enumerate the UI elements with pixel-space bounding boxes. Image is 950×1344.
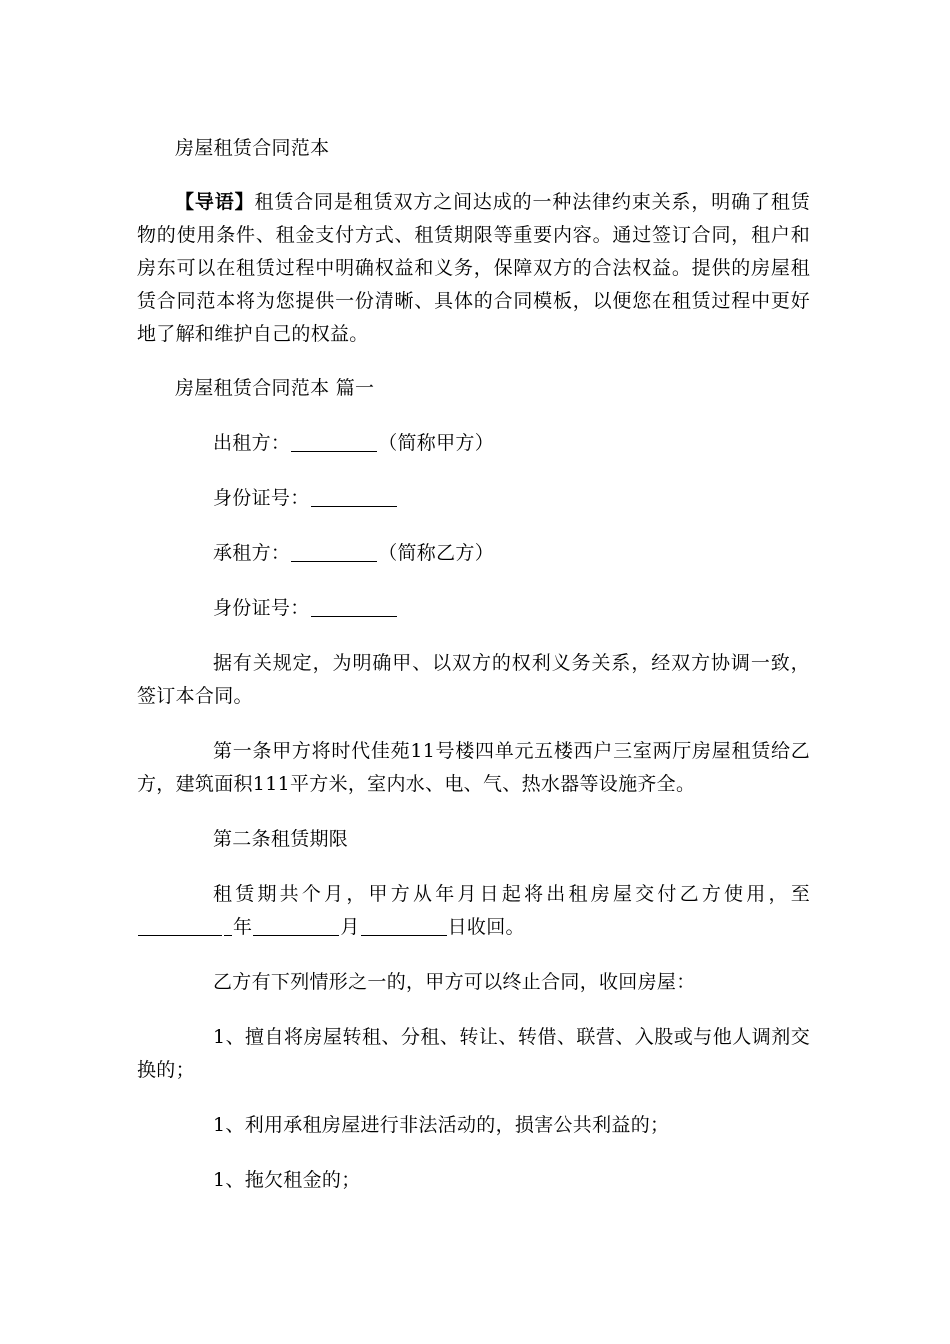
lessor-id-blank xyxy=(311,488,397,507)
lessee-blank xyxy=(291,543,377,562)
lessee-id-label: 身份证号： xyxy=(213,597,310,619)
section-title: 房屋租赁合同范本 篇一 xyxy=(175,377,375,399)
lessor-id-line xyxy=(137,482,810,515)
term-paragraph xyxy=(137,878,810,944)
intro-paragraph: 据有关规定，为明确甲、以双方的权利义务关系，经双方协调一致，签订本合同。 xyxy=(137,652,810,707)
term-year-blank xyxy=(224,917,232,936)
lessee-line xyxy=(137,537,810,570)
term-year: 年 xyxy=(233,916,253,938)
termination-item-2: 1、利用承租房屋进行非法活动的，损害公共利益的； xyxy=(213,1114,670,1136)
lessor-label: 出租方： xyxy=(213,432,291,454)
lessor-line xyxy=(137,427,810,460)
termination-intro: 乙方有下列情形之一的，甲方可以终止合同，收回房屋： xyxy=(213,971,696,993)
document-title: 房屋租赁合同范本 xyxy=(175,137,330,159)
lessee-id-line xyxy=(137,592,810,625)
termination-item-3: 1、拖欠租金的； xyxy=(213,1169,361,1191)
term-day: 日收回。 xyxy=(447,916,525,938)
lead-paragraph xyxy=(137,186,810,351)
termination-item-1: 1、擅自将房屋转租、分租、转让、转借、联营、入股或与他人调剂交换的； xyxy=(137,1026,810,1081)
lessee-id-blank xyxy=(311,598,397,617)
lessee-suffix: （简称乙方） xyxy=(378,542,495,564)
term-month: 月 xyxy=(340,916,360,938)
term-text: 租赁期共个月，甲方从年月日起将出租房屋交付乙方使用，至 xyxy=(213,883,810,905)
lead-text: 租赁合同是租赁双方之间达成的一种法律约束关系，明确了租赁物的使用条件、租金支付方式、租赁期限等重要内容。通过签订合同，租户和房东可以在租赁过程中明确权益和义务，保障双方的合法权益。提供的房屋租赁合同范本将为您提供一份清晰、具体的合同模板，以便您在租赁过程中更好地了解和维护自己的权益。 xyxy=(137,191,811,345)
lessor-blank xyxy=(291,433,377,452)
term-month-blank xyxy=(253,917,339,936)
lessor-id-label: 身份证号： xyxy=(213,487,310,509)
term-day-blank xyxy=(361,917,447,936)
article-1: 第一条甲方将时代佳苑11号楼四单元五楼西户三室两厅房屋租赁给乙方，建筑面积111平方米，室内水、电、气、热水器等设施齐全。 xyxy=(137,740,810,795)
document-body xyxy=(137,132,810,1219)
lessee-label: 承租方： xyxy=(213,542,291,564)
lessor-suffix: （简称甲方） xyxy=(378,432,495,454)
term-end-blank xyxy=(138,917,222,936)
lead-tag: 【导语】 xyxy=(175,191,255,213)
article-2-title: 第二条租赁期限 xyxy=(213,828,349,850)
